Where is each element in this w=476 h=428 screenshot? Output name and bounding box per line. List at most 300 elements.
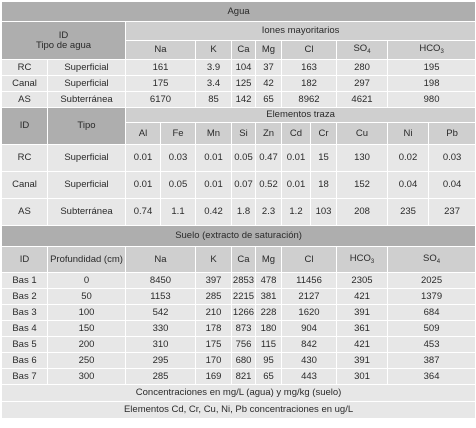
suelo-col-header — [388, 247, 476, 273]
suelo-cell — [256, 273, 282, 289]
traza-col-header-text: Cu — [355, 127, 369, 139]
traza-cell — [282, 199, 311, 226]
agua-row-tipo — [48, 60, 126, 76]
agua-row-tipo — [48, 76, 126, 92]
traza-cell-text: 130 — [354, 152, 370, 164]
traza-cell — [337, 145, 388, 172]
traza-cell-text: 1.2 — [289, 206, 303, 218]
traza-cell-text: 0.01 — [286, 179, 306, 191]
suelo-cell — [232, 353, 256, 369]
traza-cell-text: 0.02 — [398, 152, 418, 164]
traza-header-row — [2, 108, 476, 123]
suelo-cell-text: 295 — [152, 354, 169, 366]
agua-row-tipo-text: Superficial — [64, 61, 109, 73]
traza-col-header — [337, 123, 388, 145]
traza-cell — [311, 145, 337, 172]
suelo-cell — [282, 353, 337, 369]
traza-cell-text: 18 — [318, 179, 329, 191]
suelo-cell-text: 180 — [260, 322, 277, 334]
agua-col-header-text: SO — [353, 43, 368, 55]
traza-cell-text: 152 — [354, 179, 370, 191]
suelo-row-prof — [48, 353, 126, 369]
agua-cell — [337, 76, 388, 92]
suelo-cell — [337, 337, 388, 353]
suelo-cell-text: 478 — [260, 274, 277, 286]
suelo-cell-text: 361 — [354, 322, 370, 334]
traza-cell-text: 1.8 — [236, 206, 251, 218]
suelo-data-row — [2, 289, 476, 305]
agua-cell-text: 182 — [301, 77, 317, 89]
agua-title-text: Agua — [227, 5, 250, 17]
suelo-prof-header — [48, 247, 126, 273]
traza-cell-text: 0.04 — [398, 179, 418, 191]
suelo-cell-text: 115 — [260, 338, 277, 350]
suelo-cell — [388, 353, 476, 369]
suelo-cell-text: 2215 — [232, 290, 255, 302]
agua-col-header — [388, 41, 476, 60]
traza-cell — [196, 199, 232, 226]
suelo-data-row — [2, 369, 476, 385]
agua-cell-text: 175 — [152, 77, 169, 89]
traza-cell — [256, 199, 282, 226]
agua-cell — [256, 92, 282, 108]
traza-cell — [429, 172, 476, 199]
suelo-cell — [337, 305, 388, 321]
suelo-cell — [282, 273, 337, 289]
traza-row-tipo-text: Subterránea — [60, 206, 113, 218]
suelo-cell-text: 2853 — [232, 274, 255, 286]
suelo-cell-text: 1153 — [150, 290, 171, 302]
suelo-cell-text: 285 — [152, 370, 169, 382]
suelo-cell — [196, 273, 232, 289]
traza-cell-text: 0.01 — [133, 179, 153, 191]
suelo-cell — [256, 321, 282, 337]
traza-cell-text: 0.74 — [133, 206, 153, 218]
traza-id-header-text: ID — [19, 120, 30, 132]
suelo-data-row — [2, 273, 476, 289]
suelo-cell — [232, 321, 256, 337]
traza-col-header-text: Cr — [318, 127, 329, 139]
suelo-row-id — [2, 305, 48, 321]
traza-cell — [126, 145, 161, 172]
suelo-row-id-text: Bas 5 — [12, 338, 37, 350]
suelo-cell-text: 310 — [152, 338, 169, 350]
suelo-row-id — [2, 353, 48, 369]
traza-row-tipo — [48, 172, 126, 199]
agua-cell-text: 6170 — [149, 93, 172, 105]
traza-cell — [126, 172, 161, 199]
suelo-cell — [282, 305, 337, 321]
traza-cell-text: 0.03 — [168, 152, 188, 164]
traza-title — [126, 108, 476, 123]
traza-cell — [388, 199, 429, 226]
suelo-col-header-subscript: 4 — [436, 258, 441, 265]
agua-cell — [126, 76, 196, 92]
suelo-id-header — [2, 247, 48, 273]
agua-cell-text: 37 — [263, 61, 274, 73]
agua-cell — [256, 76, 282, 92]
traza-row-id — [2, 172, 48, 199]
agua-tipo-label: Tipo de agua — [35, 39, 92, 51]
traza-data-row — [2, 145, 476, 172]
traza-cell — [196, 172, 232, 199]
agua-cell-text: 3.9 — [206, 61, 221, 73]
traza-col-header-text: Cd — [289, 127, 303, 139]
agua-col-header-text: K — [210, 44, 217, 56]
suelo-cell-text: 542 — [152, 306, 169, 318]
traza-col-header-text: Si — [239, 127, 248, 139]
traza-col-header — [126, 123, 161, 145]
traza-cell — [311, 172, 337, 199]
suelo-cell — [388, 273, 476, 289]
agua-cell-text: 85 — [208, 93, 219, 105]
traza-row-tipo — [48, 145, 126, 172]
agua-col-header — [282, 41, 337, 60]
suelo-cell-text: 330 — [152, 322, 169, 334]
agua-id-tipo-header-text: ID — [58, 29, 69, 41]
suelo-cell — [232, 337, 256, 353]
footer-row-1 — [2, 385, 476, 402]
suelo-cell-text: 1379 — [420, 290, 443, 302]
suelo-data-row — [2, 305, 476, 321]
agua-cell-text: 163 — [301, 61, 317, 73]
agua-row-tipo-text: Superficial — [64, 77, 109, 89]
traza-row-id-text: Canal — [12, 179, 37, 191]
agua-cell — [282, 60, 337, 76]
suelo-columns-row — [2, 247, 476, 273]
agua-col-header-text: Ca — [237, 44, 250, 56]
agua-data-row — [2, 92, 476, 108]
suelo-col-header-subscript: 3 — [370, 258, 375, 265]
traza-col-header — [196, 123, 232, 145]
traza-col-header-text: Ni — [403, 127, 413, 139]
traza-cell-text: 0.05 — [234, 152, 253, 164]
traza-cell-text: 0.42 — [204, 206, 223, 218]
suelo-cell-text: 285 — [205, 290, 222, 302]
agua-col-header-subscript: 4 — [367, 49, 371, 56]
agua-id-tipo-header — [2, 22, 126, 60]
suelo-col-header — [256, 247, 282, 273]
suelo-cell-text: 391 — [354, 306, 370, 318]
suelo-row-prof — [48, 289, 126, 305]
traza-cell-text: 103 — [315, 206, 332, 218]
suelo-row-id-text: Bas 6 — [12, 354, 37, 366]
suelo-data-row — [2, 337, 476, 353]
suelo-cell-text: 509 — [423, 322, 440, 334]
suelo-row-id — [2, 273, 48, 289]
suelo-cell — [126, 305, 196, 321]
traza-cell — [388, 172, 429, 199]
suelo-cell — [126, 353, 196, 369]
suelo-cell-text: 756 — [235, 338, 252, 350]
suelo-row-prof-text: 300 — [78, 370, 95, 382]
suelo-cell-text: 873 — [235, 322, 252, 334]
agua-cell-text: 125 — [235, 77, 252, 89]
suelo-cell-text: 453 — [423, 338, 440, 350]
agua-title — [2, 2, 476, 22]
suelo-col-header-text: Cl — [304, 253, 314, 265]
agua-cell-text: 980 — [423, 93, 440, 105]
suelo-cell-text: 170 — [205, 354, 222, 366]
suelo-cell-text: 443 — [301, 370, 317, 382]
suelo-prof-header-text: Profundidad (cm) — [50, 253, 123, 265]
traza-cell-text: 0.52 — [259, 179, 278, 191]
traza-col-header — [429, 123, 476, 145]
suelo-cell — [388, 289, 476, 305]
suelo-cell-text: 169 — [205, 370, 222, 382]
traza-cell — [232, 199, 256, 226]
traza-cell — [282, 145, 311, 172]
suelo-cell-text: 1266 — [232, 306, 255, 318]
suelo-cell — [232, 305, 256, 321]
suelo-cell — [232, 369, 256, 385]
traza-cell — [337, 172, 388, 199]
agua-iones-header-text: Iones mayoritarios — [261, 25, 340, 37]
suelo-cell — [196, 337, 232, 353]
suelo-row-prof — [48, 273, 126, 289]
traza-cell-text: 15 — [318, 152, 329, 164]
traza-col-header — [256, 123, 282, 145]
agua-row-id-text: Canal — [12, 77, 37, 89]
traza-col-header-text: Zn — [262, 127, 275, 139]
traza-cell — [256, 172, 282, 199]
suelo-cell-text: 178 — [205, 322, 222, 334]
suelo-cell-text: 8450 — [149, 274, 172, 286]
suelo-cell-text: 397 — [205, 274, 222, 286]
suelo-row-id — [2, 321, 48, 337]
suelo-cell-text: 381 — [260, 290, 277, 302]
suelo-col-header — [232, 247, 256, 273]
suelo-row-id — [2, 289, 48, 305]
suelo-col-header — [196, 247, 232, 273]
suelo-col-header — [126, 247, 196, 273]
suelo-cell-text: 430 — [301, 354, 317, 366]
suelo-cell — [388, 369, 476, 385]
agua-cell — [126, 92, 196, 108]
traza-cell — [256, 145, 282, 172]
suelo-cell — [282, 337, 337, 353]
traza-cell-text: 0.03 — [442, 152, 462, 164]
traza-data-row — [2, 172, 476, 199]
suelo-cell — [388, 321, 476, 337]
suelo-cell — [196, 321, 232, 337]
agua-col-header — [256, 41, 282, 60]
traza-cell-text: 235 — [400, 206, 416, 218]
suelo-cell — [337, 289, 388, 305]
traza-cell-text: 208 — [354, 206, 370, 218]
suelo-cell — [126, 273, 196, 289]
suelo-title — [2, 226, 476, 247]
agua-col-header-text: Mg — [261, 44, 276, 56]
agua-cell — [232, 92, 256, 108]
suelo-title-row — [2, 226, 476, 247]
suelo-cell-text: 11456 — [296, 274, 322, 286]
traza-cell-text: 0.01 — [204, 179, 223, 191]
suelo-cell — [126, 321, 196, 337]
suelo-cell-text: 680 — [235, 354, 252, 366]
traza-col-header — [311, 123, 337, 145]
suelo-row-prof-text: 200 — [78, 338, 95, 350]
footer-note-trace-text: Elementos Cd, Cr, Cu, Ni, Pb concentraciones en ug/L — [123, 404, 354, 416]
agua-cell-text: 104 — [235, 61, 252, 73]
agua-cell — [196, 60, 232, 76]
agua-cell-text: 195 — [423, 61, 440, 73]
suelo-cell — [256, 337, 282, 353]
traza-col-header-text: Mn — [206, 127, 221, 139]
suelo-row-id — [2, 369, 48, 385]
suelo-cell — [126, 289, 196, 305]
traza-cell — [232, 172, 256, 199]
agua-data-row — [2, 76, 476, 92]
agua-cell — [196, 76, 232, 92]
suelo-data-row — [2, 321, 476, 337]
suelo-row-id-text: Bas 2 — [12, 290, 37, 302]
traza-cell-text: 1.1 — [171, 206, 185, 218]
suelo-row-id-text: Bas 4 — [12, 322, 37, 334]
suelo-cell-text: 391 — [354, 354, 370, 366]
suelo-cell — [256, 289, 282, 305]
traza-col-header-text: Pb — [446, 127, 458, 139]
traza-id-header — [2, 108, 48, 145]
agua-cell-text: 4621 — [351, 93, 373, 105]
traza-cell-text: 0.07 — [234, 179, 253, 191]
suelo-cell — [196, 305, 232, 321]
agua-cell-text: 198 — [423, 77, 440, 89]
agua-row-id-text: AS — [18, 93, 31, 105]
traza-cell-text: 237 — [444, 206, 460, 218]
composition-table — [1, 1, 476, 419]
suelo-title-text: Suelo (extracto de saturación) — [175, 230, 302, 242]
suelo-cell — [256, 369, 282, 385]
suelo-cell-text: 65 — [263, 370, 274, 382]
suelo-cell — [388, 305, 476, 321]
agua-cell — [256, 60, 282, 76]
agua-cell-text: 297 — [354, 77, 370, 89]
suelo-row-prof-text: 50 — [81, 290, 92, 302]
traza-title-text: Elementos traza — [266, 109, 335, 121]
traza-cell — [429, 199, 476, 226]
suelo-cell — [126, 337, 196, 353]
suelo-cell-text: 421 — [354, 338, 370, 350]
suelo-col-header — [337, 247, 388, 273]
traza-col-header — [161, 123, 196, 145]
suelo-cell-text: 210 — [205, 306, 222, 318]
suelo-cell-text: 904 — [301, 322, 317, 334]
suelo-col-header-text: K — [210, 253, 217, 265]
footer-note-trace — [2, 402, 476, 419]
agua-cell — [126, 60, 196, 76]
traza-cell — [388, 145, 429, 172]
traza-row-id — [2, 145, 48, 172]
traza-cell-text: 0.04 — [442, 179, 462, 191]
traza-cell — [196, 145, 232, 172]
traza-row-tipo-text: Superficial — [64, 179, 109, 191]
agua-col-header — [337, 41, 388, 60]
suelo-cell — [196, 353, 232, 369]
suelo-row-prof — [48, 337, 126, 353]
agua-col-header-text: Cl — [304, 44, 314, 56]
suelo-cell — [256, 305, 282, 321]
agua-col-header — [196, 41, 232, 60]
traza-row-tipo-text: Superficial — [64, 152, 109, 164]
traza-col-header — [232, 123, 256, 145]
suelo-data-row — [2, 353, 476, 369]
suelo-cell-text: 175 — [205, 338, 222, 350]
agua-cell — [232, 60, 256, 76]
agua-cell-text: 142 — [235, 93, 252, 105]
footer-note-units — [2, 385, 476, 402]
agua-cell-text: 8962 — [298, 93, 320, 105]
suelo-cell — [282, 369, 337, 385]
agua-col-header-subscript: 3 — [440, 49, 444, 56]
suelo-cell-text: 421 — [354, 290, 370, 302]
suelo-cell — [337, 353, 388, 369]
agua-cell-text: 161 — [152, 61, 169, 73]
suelo-cell-text: 821 — [235, 370, 252, 382]
traza-cell-text: 0.01 — [286, 152, 306, 164]
suelo-cell — [282, 321, 337, 337]
suelo-cell-text: 387 — [423, 354, 440, 366]
agua-cell — [337, 92, 388, 108]
suelo-cell — [196, 289, 232, 305]
suelo-cell-text: 2305 — [351, 274, 373, 286]
suelo-cell — [388, 337, 476, 353]
suelo-cell-text: 301 — [354, 370, 370, 382]
traza-tipo-header-text: Tipo — [77, 120, 96, 132]
agua-col-header-text: HCO — [419, 43, 441, 55]
agua-cell — [196, 92, 232, 108]
traza-tipo-header — [48, 108, 126, 145]
traza-row-id — [2, 199, 48, 226]
suelo-cell-text: 1620 — [298, 306, 320, 318]
traza-row-tipo — [48, 199, 126, 226]
traza-col-header-text: Fe — [172, 127, 184, 139]
footer-note-units-text: Concentraciones en mg/L (agua) y mg/kg (suelo) — [135, 387, 342, 399]
traza-data-row — [2, 199, 476, 226]
suelo-row-prof-text: 150 — [78, 322, 95, 334]
traza-cell — [429, 145, 476, 172]
data-table-figure — [1, 1, 475, 419]
suelo-cell — [282, 289, 337, 305]
agua-cell — [232, 76, 256, 92]
suelo-cell — [232, 273, 256, 289]
suelo-row-id-text: Bas 3 — [12, 306, 37, 318]
agua-title-row — [2, 2, 476, 22]
table-body — [2, 2, 476, 419]
agua-cell — [388, 92, 476, 108]
suelo-cell-text: 228 — [260, 306, 277, 318]
traza-col-header-text: Al — [138, 127, 148, 139]
suelo-cell-text: 684 — [423, 306, 440, 318]
traza-row-id-text: RC — [17, 152, 32, 164]
suelo-cell — [337, 273, 388, 289]
suelo-cell — [337, 369, 388, 385]
suelo-col-header-text: SO — [423, 252, 437, 264]
traza-cell-text: 2.3 — [261, 206, 276, 218]
traza-cell — [161, 172, 196, 199]
suelo-row-prof — [48, 321, 126, 337]
traza-cell-text: 0.47 — [259, 152, 278, 164]
agua-cell-text: 65 — [263, 93, 274, 105]
suelo-cell — [232, 289, 256, 305]
suelo-row-prof-text: 250 — [78, 354, 95, 366]
traza-row-id-text: AS — [18, 206, 31, 218]
suelo-row-id-text: Bas 7 — [12, 370, 37, 382]
traza-cell-text: 0.05 — [168, 179, 188, 191]
agua-iones-header — [126, 22, 476, 41]
footer-row-2 — [2, 402, 476, 419]
suelo-cell — [337, 321, 388, 337]
